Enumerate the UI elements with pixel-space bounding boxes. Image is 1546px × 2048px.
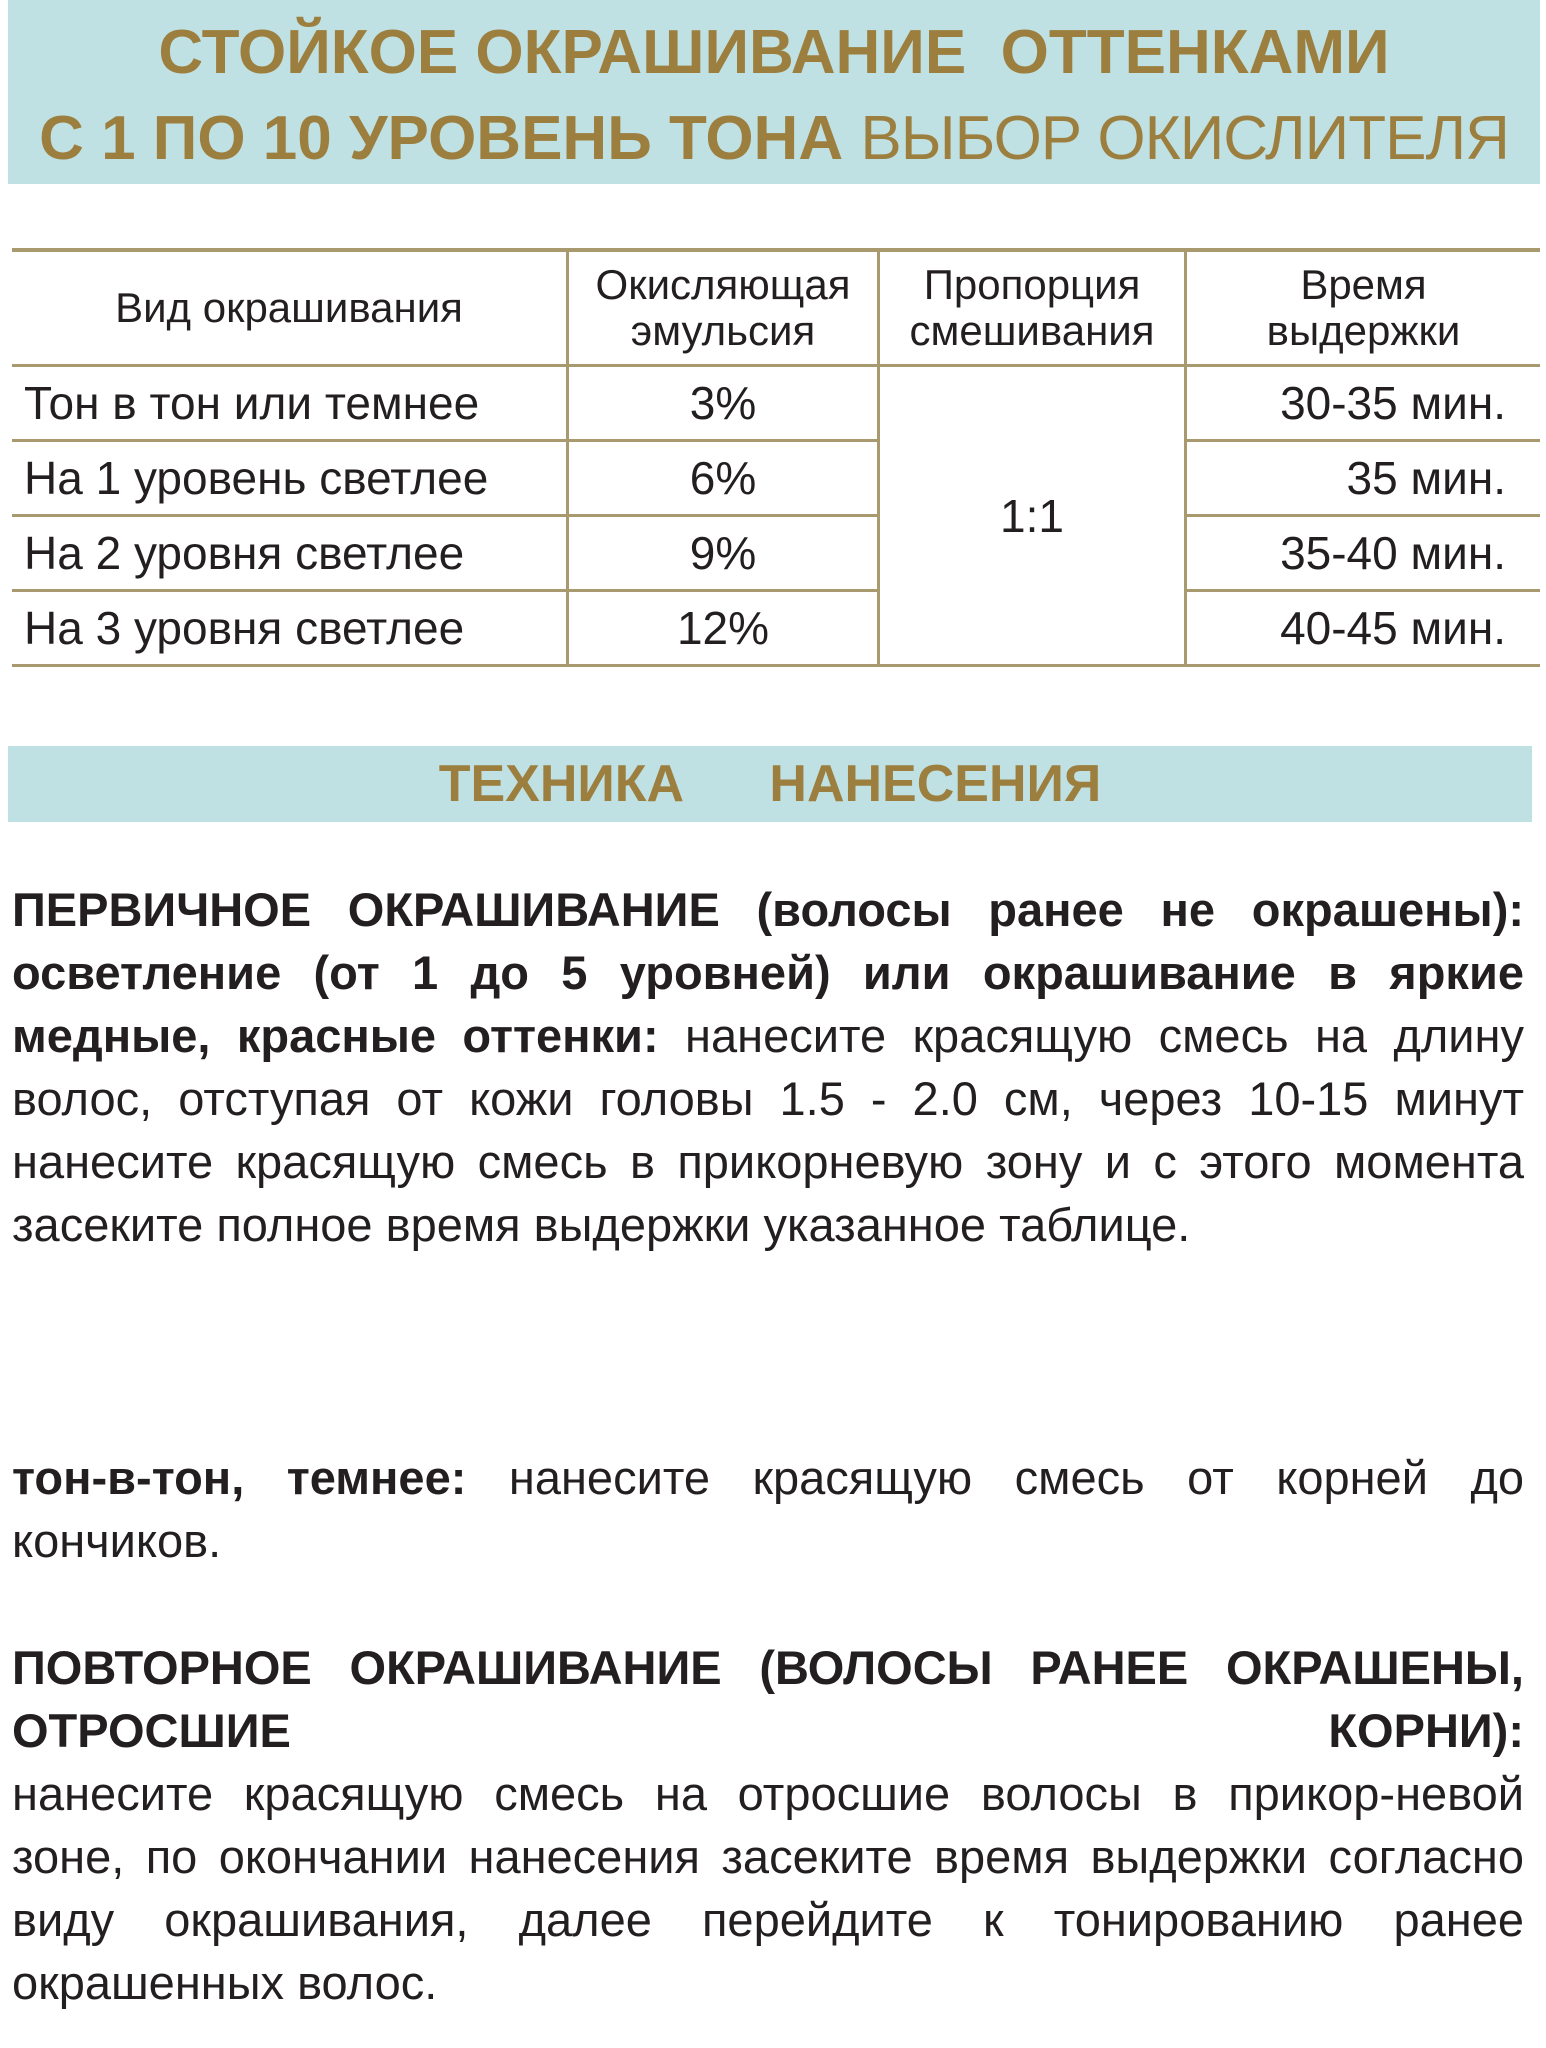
primary-heading: ПЕРВИЧНОЕ ОКРАШИВАНИЕ (волосы ранее не окрашены): xyxy=(12,883,1524,936)
header-oxidant-line1: Окисляющая xyxy=(595,261,851,308)
header-proportion xyxy=(879,250,1186,366)
title-line-2-bold: С 1 ПО 10 УРОВЕНЬ ТОНА xyxy=(39,104,844,173)
header-time-line2: выдержки xyxy=(1266,307,1461,354)
row-type-cell: На 3 уровня светлее xyxy=(12,591,568,666)
header-type xyxy=(12,250,568,366)
technique-title: ТЕХНИКА НАНЕСЕНИЯ xyxy=(438,755,1102,813)
header-proportion-line1: Пропорция xyxy=(923,261,1141,308)
repeat-text: нанесите красящую смесь на отросшие волосы в прикор-невой зоне, по окончании нанесения засеките время выдержки согласно виду окрашивания, далее перейдите к тонированию ранее окрашенных волос. xyxy=(12,1767,1524,2009)
row-oxidant-cell: 12% xyxy=(568,591,879,666)
table-row xyxy=(12,516,1540,591)
header-time-line1: Время xyxy=(1300,261,1427,308)
primary-sub-heading: осветление (от 1 до 5 уровней) или окрашивание в яркие медные, красные оттенки: xyxy=(12,946,1524,1062)
row-time-cell: 40-45 мин. xyxy=(1186,591,1541,666)
header-type-label: Вид окрашивания xyxy=(115,284,463,331)
tone-text: нанесите красящую смесь от корней до кончиков. xyxy=(12,1451,1525,1567)
row-oxidant-cell: 9% xyxy=(568,516,879,591)
row-type-cell: На 2 уровня светлее xyxy=(12,516,568,591)
row-time-cell: 35 мин. xyxy=(1186,441,1541,516)
table-row xyxy=(12,366,1540,441)
title-line-2-normal: ВЫБОР ОКИСЛИТЕЛЯ xyxy=(860,104,1509,173)
row-oxidant-cell: 6% xyxy=(568,441,879,516)
row-oxidant-cell: 3% xyxy=(568,366,879,441)
header-proportion-line2: смешивания xyxy=(909,307,1155,354)
proportion-cell: 1:1 xyxy=(879,366,1186,666)
tone-heading: тон-в-тон, темнее: xyxy=(12,1451,467,1504)
row-time-cell: 35-40 мин. xyxy=(1186,516,1541,591)
tone-on-tone-section xyxy=(12,1446,1524,1572)
repeat-heading: ПОВТОРНОЕ ОКРАШИВАНИЕ (ВОЛОСЫ РАНЕЕ ОКРАШЕНЫ, ОТРОСШИЕ КОРНИ): xyxy=(12,1641,1524,1757)
title-line-1: СТОЙКОЕ ОКРАШИВАНИЕ ОТТЕНКАМИ xyxy=(158,18,1390,87)
primary-coloring-section xyxy=(12,878,1524,1256)
table-row xyxy=(12,441,1540,516)
primary-sub-text: нанесите красящую смесь на длину волос, отступая от кожи головы 1.5 - 2.0 см, через 10-15 минут нанесите красящую смесь в прикорневую зону и с этого момента засеките полное время выдержки указанное таблице. xyxy=(12,1009,1524,1251)
oxidant-table xyxy=(12,248,1540,667)
header-oxidant-line2: эмульсия xyxy=(630,307,816,354)
technique-banner xyxy=(8,746,1532,822)
title-banner xyxy=(8,0,1540,184)
header-oxidant xyxy=(568,250,879,366)
row-type-cell: На 1 уровень светлее xyxy=(12,441,568,516)
table-row xyxy=(12,591,1540,666)
row-time-cell: 30-35 мин. xyxy=(1186,366,1541,441)
header-time xyxy=(1186,250,1541,366)
repeat-coloring-section xyxy=(12,1636,1524,2014)
primary-instructions xyxy=(12,941,1524,1256)
row-type-cell: Тон в тон или темнее xyxy=(12,366,568,441)
table-header-row xyxy=(12,250,1540,366)
title-line-2 xyxy=(8,104,1540,173)
